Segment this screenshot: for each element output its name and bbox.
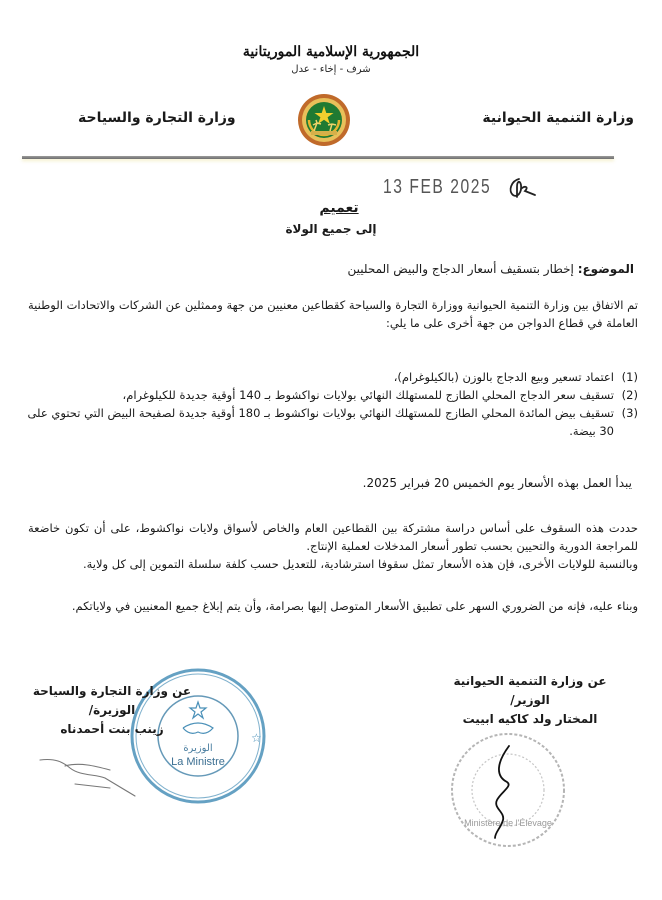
list-item-text: تسقيف بيض المائدة المحلي الطازج للمستهلك النهائي بولايات نواكشوط بـ 180 أوقية جديدة لصفيحة البيض التي تحتوي على 30 بيضة. [27, 406, 614, 438]
national-emblem-icon [297, 93, 351, 147]
minister-livestock-signature-icon [483, 742, 523, 842]
commerce-minister-name: زينب بنت أحمدناه [60, 722, 164, 736]
commerce-signature-block [22, 682, 202, 739]
list-item-text: اعتماد تسعير وبيع الدجاج بالوزن (بالكيلوغرام)، [393, 370, 614, 384]
list-item [26, 368, 638, 386]
ministry-commerce-heading: وزارة التجارة والسياحة [78, 110, 236, 126]
list-item-number: (1) [621, 370, 638, 384]
subject-line [347, 262, 634, 276]
ministry-livestock-heading: وزارة التنمية الحيوانية [482, 110, 634, 126]
minister-commerce-signature-icon [35, 748, 145, 808]
received-date-stamp: 13 FEB 2025 [383, 176, 492, 198]
national-motto: شرف - إخاء - عدل [291, 64, 371, 75]
republic-name: الجمهورية الإسلامية الموريتانية [242, 44, 420, 60]
list-item-text: تسقيف سعر الدجاج المحلي الطازج للمستهلك النهائي بولايات نواكشوط بـ 140 أوقية جديدة للكيلوغرام، [122, 388, 614, 402]
list-item-number: (2) [621, 388, 638, 402]
recipients-line: إلى جميع الولاة [285, 222, 377, 236]
conclusion-paragraph: وبناء عليه، فإنه من الضروري السهر على تطبيق الأسعار المتوصل إليها بصرامة، وأن يتم إبلاغ جميع المعنيين في ولاياتكم. [71, 599, 638, 613]
livestock-on-behalf: عن وزارة التنمية الحيوانية [453, 674, 607, 688]
commerce-minister-role: الوزيرة/ [88, 703, 136, 717]
agreement-list [26, 368, 638, 440]
other-regions-text: وبالنسبة للولايات الأخرى، فإن هذه الأسعار تمثل سقوفا استرشادية، للتعديل حسب كلفة سلسلة التموين إلى كل ولاية. [82, 557, 638, 571]
livestock-minister-role: الوزير/ [510, 693, 550, 707]
livestock-signature-block [430, 672, 630, 729]
header-divider [22, 156, 614, 159]
list-item-number: (3) [621, 406, 638, 420]
commerce-on-behalf: عن وزارة التجارة والسياحة [32, 684, 192, 698]
stamp-arabic-title: الوزيرة [183, 743, 213, 754]
list-item [26, 404, 638, 440]
subject-label: الموضوع: [577, 262, 634, 276]
livestock-minister-name: المختار ولد كاكيه ابييت [462, 712, 598, 726]
basis-text: حددت هذه السقوف على أساس دراسة مشتركة بين القطاعين العام والخاص لأسواق ولايات نواكشوط، على أن تكون خاضعة للمراجعة الدورية والتحيين بحسب تطور أسعار المدخلات لعملية الإنتاج. [28, 521, 638, 553]
pricing-basis-paragraph [28, 519, 638, 573]
list-item [26, 386, 638, 404]
effective-date-line: يبدأ العمل بهذه الأسعار يوم الخميس 20 فبراير 2025. [362, 476, 632, 490]
stamp-gray-text: Ministère de l'Élevage [464, 818, 552, 828]
subject-text: إخطار بتسقيف أسعار الدجاج والبيض المحليين [347, 262, 574, 276]
handwritten-initials-icon [505, 173, 541, 203]
svg-text:☆: ☆ [251, 731, 262, 745]
intro-paragraph: تم الاتفاق بين وزارة التنمية الحيوانية ووزارة التجارة والسياحة كقطاعين معنيين من جهة وممثلين عن الشركات والاتحادات الوطنية العاملة في قطاع الدواجن من جهة أخرى على ما يلي: [28, 298, 638, 330]
circular-title: تعميم [319, 200, 359, 216]
stamp-french-title: La Ministre [171, 756, 225, 768]
